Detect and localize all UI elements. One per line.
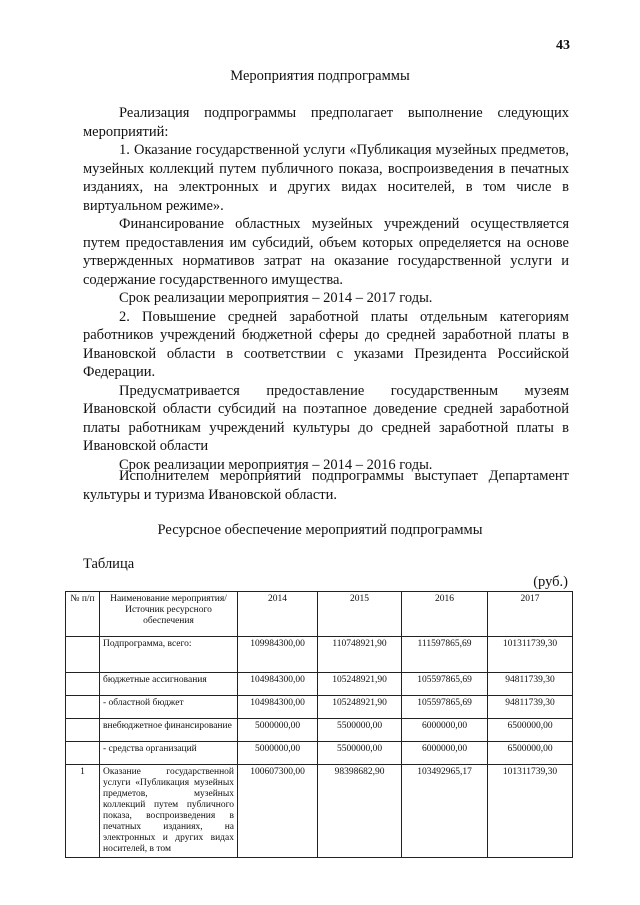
value-cell: 101311739,30: [488, 765, 573, 858]
value-cell: 110748921,90: [318, 637, 402, 673]
row-number: [66, 742, 100, 765]
header-cell: 2017: [488, 592, 573, 637]
header-cell: № п/п: [66, 592, 100, 637]
value-cell: 105248921,90: [318, 696, 402, 719]
value-cell: 105597865,69: [402, 673, 488, 696]
value-cell: 98398682,90: [318, 765, 402, 858]
value-cell: 6500000,00: [488, 719, 573, 742]
paragraph: 2. Повышение средней заработной платы отдельным категориям работников учреждений бюджетной сферы до средней заработной платы в Ивановской области в соответствии с указами Президента Российской Федерации.: [83, 308, 569, 380]
value-cell: 94811739,30: [488, 696, 573, 719]
row-name: Подпрограмма, всего:: [100, 637, 238, 673]
value-cell: 109984300,00: [238, 637, 318, 673]
value-cell: 6000000,00: [402, 719, 488, 742]
header-cell: 2015: [318, 592, 402, 637]
value-cell: 105597865,69: [402, 696, 488, 719]
row-name: - средства организаций: [100, 742, 238, 765]
value-cell: 111597865,69: [402, 637, 488, 673]
value-cell: 5000000,00: [238, 719, 318, 742]
paragraph: Реализация подпрограммы предполагает выполнение следующих мероприятий:: [83, 105, 569, 140]
table-caption: Таблица: [83, 556, 135, 572]
executor-text: [83, 467, 569, 504]
value-cell: 6000000,00: [402, 742, 488, 765]
value-cell: 5500000,00: [318, 719, 402, 742]
paragraph: Финансирование областных музейных учреждений осуществляется путем предоставления им субсидий, объем которых определяется на основе утвержденных нормативов затрат на оказание государственной услуги и содержание государственного имущества.: [83, 216, 569, 288]
header-cell: 2014: [238, 592, 318, 637]
page-number: 43: [556, 38, 570, 53]
paragraph: Исполнителем мероприятий подпрограммы выступает Департамент культуры и туризма Ивановской области.: [83, 468, 569, 503]
table-row: [66, 742, 573, 765]
paragraph: Срок реализации мероприятия – 2014 – 2017 годы.: [119, 290, 433, 306]
paragraph: 1. Оказание государственной услуги «Публикация музейных предметов, музейных коллекций путем публичного показа, воспроизведения в печатных изданиях, на электронных и других видах носителей, в том числе в виртуальном режиме».: [83, 142, 569, 214]
value-cell: 104984300,00: [238, 696, 318, 719]
paragraph: Срок реализации мероприятия – 2014 – 2016 годы.: [119, 456, 433, 473]
value-cell: 104984300,00: [238, 673, 318, 696]
unit-label: (руб.): [533, 574, 568, 590]
resource-table: [65, 591, 573, 858]
header-cell: 2016: [402, 592, 488, 637]
table-row: [66, 696, 573, 719]
paragraph: Предусматривается предоставление государственным музеям Ивановской области субсидий на поэтапное доведение средней заработной платы работникам учреждений культуры до средней заработной платы в Ивановской области: [83, 382, 569, 454]
body-text-block: [83, 104, 569, 474]
row-name: внебюджетное финансирование: [100, 719, 238, 742]
table-row: [66, 637, 573, 673]
value-cell: 103492965,17: [402, 765, 488, 858]
row-number: [66, 696, 100, 719]
row-number: [66, 719, 100, 742]
value-cell: 94811739,30: [488, 673, 573, 696]
header-cell: Наименование мероприятия/Источник ресурсного обеспечения: [100, 592, 238, 637]
value-cell: 5500000,00: [318, 742, 402, 765]
row-number: [66, 673, 100, 696]
table-header-row: [66, 592, 573, 637]
row-name: бюджетные ассигнования: [100, 673, 238, 696]
row-number: 1: [66, 765, 100, 858]
table-row: [66, 719, 573, 742]
table-row: [66, 673, 573, 696]
row-name: Оказание государственной услуги «Публикация музейных предметов, музейных коллекций путем публичного показа, воспроизведения в печатных изданиях, на электронных и других видах носителей, в том: [100, 765, 238, 858]
table-row: [66, 765, 573, 858]
section-title: Мероприятия подпрограммы: [230, 68, 410, 84]
row-number: [66, 637, 100, 673]
value-cell: 6500000,00: [488, 742, 573, 765]
value-cell: 100607300,00: [238, 765, 318, 858]
value-cell: 5000000,00: [238, 742, 318, 765]
value-cell: 105248921,90: [318, 673, 402, 696]
resource-heading: Ресурсное обеспечение мероприятий подпрограммы: [157, 522, 483, 538]
row-name: - областной бюджет: [100, 696, 238, 719]
value-cell: 101311739,30: [488, 637, 573, 673]
